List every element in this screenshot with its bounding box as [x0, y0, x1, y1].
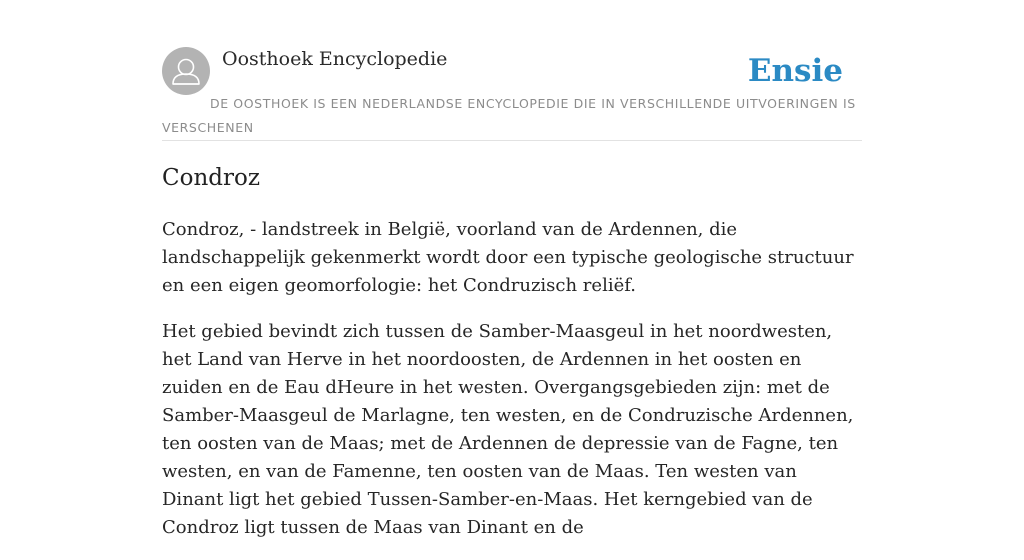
article-body — [162, 216, 862, 560]
user-silhouette-icon[interactable] — [162, 47, 210, 95]
brand-logo-link[interactable]: Ensie — [747, 53, 843, 89]
source-header — [162, 46, 862, 141]
article-paragraph: Het gebied bevindt zich tussen de Samber-Maasgeul in het noordwesten, het Land van Herve in het noordoosten, de Ardennen in het oosten en zuiden en de Eau dHeure in het westen. Overgangsgebieden zijn: met de Samber-Maasgeul de Marlagne, ten westen, en de Condruzische Ardennen, ten oosten van de Maas; met de Ardennen de depressie van de Fagne, ten westen, en van de Famenne, ten oosten van de Maas. Ten westen van Dinant ligt het gebied Tussen-Samber-en-Maas. Het kerngebied van de Condroz ligt tussen de Maas van Dinant en de — [162, 321, 854, 538]
source-name-link[interactable]: Oosthoek Encyclopedie — [222, 48, 448, 70]
article-title: Condroz — [162, 165, 260, 191]
article-paragraph: Condroz, - landstreek in België, voorland van de Ardennen, die landschappelijk gekenmerkt wordt door een typische geologische structuur en een eigen geomorfologie: het Condruzisch reliëf. — [162, 219, 854, 296]
source-description: DE OOSTHOEK IS EEN NEDERLANDSE ENCYCLOPEDIE DIE IN VERSCHILLENDE UITVOERINGEN IS VERSCHENEN — [162, 96, 856, 135]
